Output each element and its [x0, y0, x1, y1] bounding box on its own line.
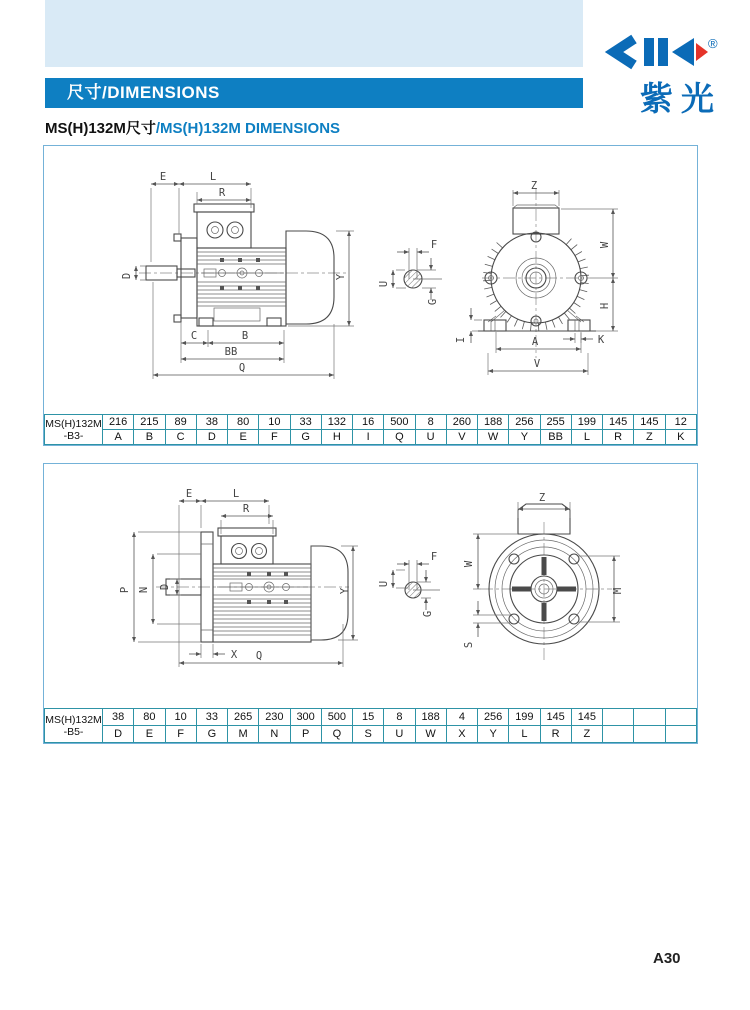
b5-table: [44, 708, 697, 743]
dim-label-n: N: [138, 586, 150, 594]
dim-label-v: V: [533, 358, 541, 370]
dim-label-c: C: [190, 330, 198, 342]
dim-letter-cell: N: [259, 726, 290, 743]
dim-label-a: A: [531, 336, 539, 348]
dim-letter-cell: Q: [321, 726, 352, 743]
dim-letter-cell: M: [228, 726, 259, 743]
b3-shaft-detail: [378, 239, 442, 305]
dim-letter-cell: L: [571, 430, 602, 445]
dim-letter-cell: [665, 726, 697, 743]
dim-letter-cell: R: [603, 430, 634, 445]
dim-value-cell: 500: [321, 709, 352, 726]
dim-label-h: H: [599, 302, 611, 310]
dim-letter-cell: Q: [384, 430, 415, 445]
b3-side-view: [139, 204, 346, 326]
dim-value-cell: 500: [384, 415, 415, 430]
subtitle-english: /MS(H)132M DIMENSIONS: [155, 120, 341, 137]
dim-letter-cell: I: [353, 430, 384, 445]
dim-value-cell: 10: [165, 709, 196, 726]
dim-label-y: Y: [335, 273, 347, 281]
dim-value-cell: 230: [259, 709, 290, 726]
brand-chinese: 紫光: [640, 80, 722, 116]
b3-technical-drawing: [44, 146, 697, 409]
dim-value-cell: 145: [634, 415, 665, 430]
top-banner: [45, 0, 583, 67]
dim-letter-cell: F: [259, 430, 290, 445]
dim-value-cell: 300: [290, 709, 321, 726]
dim-letter-cell: K: [665, 430, 697, 445]
dim-letter-cell: A: [103, 430, 134, 445]
dim-label-x: X: [230, 649, 238, 661]
dim-letter-cell: D: [103, 726, 134, 743]
dim-value-cell: 256: [509, 415, 540, 430]
dim-label-p: P: [119, 586, 131, 594]
dim-letter-cell: U: [384, 726, 415, 743]
dim-value-cell: 8: [384, 709, 415, 726]
dim-label-b: B: [241, 330, 249, 342]
dim-label-q: Q: [255, 650, 263, 662]
dim-letter-cell: Z: [634, 430, 665, 445]
dim-value-cell: 89: [165, 415, 196, 430]
dim-letter-cell: H: [321, 430, 352, 445]
dim-letter-cell: BB: [540, 430, 571, 445]
dim-letter-cell: W: [415, 726, 446, 743]
dim-label-k: K: [597, 334, 605, 346]
dim-label-d: D: [121, 272, 133, 280]
dim-label-u: U: [378, 280, 390, 288]
dim-value-cell: 33: [290, 415, 321, 430]
dim-value-cell: 132: [321, 415, 352, 430]
dim-value-cell: 33: [196, 709, 227, 726]
dim-letter-cell: L: [509, 726, 540, 743]
dim-letter-cell: V: [446, 430, 477, 445]
dim-value-cell: 10: [259, 415, 290, 430]
b5-figure-box: [43, 463, 698, 744]
dim-value-cell: 265: [228, 709, 259, 726]
dim-value-cell: 216: [103, 415, 134, 430]
dim-value-cell: 256: [478, 709, 509, 726]
dim-value-cell: 80: [228, 415, 259, 430]
table-model-cell: MS(H)132M -B5-: [45, 709, 103, 743]
dim-label-i: I: [455, 336, 467, 344]
dim-label-y: Y: [339, 587, 351, 595]
dim-letter-cell: Z: [571, 726, 602, 743]
dim-value-cell: 199: [509, 709, 540, 726]
dim-label-z: Z: [538, 492, 546, 504]
section-title-bar: [45, 78, 583, 108]
dim-letter-cell: X: [446, 726, 477, 743]
dim-label-f: F: [430, 239, 438, 251]
dim-label-r: R: [242, 503, 250, 515]
dim-letter-cell: B: [134, 430, 165, 445]
dim-value-cell: 145: [603, 415, 634, 430]
dim-letter-cell: C: [165, 430, 196, 445]
b3-table: [44, 414, 697, 445]
dim-value-cell: 145: [571, 709, 602, 726]
table-model-cell: MS(H)132M -B3-: [45, 415, 103, 445]
dim-value-cell: 199: [571, 415, 602, 430]
dim-value-cell: [634, 709, 665, 726]
b3-front-dimensions: [455, 180, 618, 375]
dim-letter-cell: P: [290, 726, 321, 743]
dim-letter-cell: [603, 726, 634, 743]
dim-label-u: U: [378, 580, 390, 588]
dim-value-cell: 38: [103, 709, 134, 726]
dim-label-m: M: [612, 587, 624, 595]
dim-letter-cell: Y: [509, 430, 540, 445]
dim-value-cell: 260: [446, 415, 477, 430]
dim-letter-cell: D: [196, 430, 227, 445]
dim-label-g: G: [427, 298, 439, 306]
dim-letter-cell: F: [165, 726, 196, 743]
subtitle-chinese: MS(H)132M尺寸: [45, 120, 156, 137]
dim-letter-cell: S: [353, 726, 384, 743]
dim-letter-cell: G: [196, 726, 227, 743]
dim-label-w: W: [599, 241, 611, 249]
page-number: A30: [653, 950, 681, 967]
dim-letter-cell: G: [290, 430, 321, 445]
dim-value-cell: 15: [353, 709, 384, 726]
dim-label-f: F: [430, 551, 438, 563]
logo-red-accent: [696, 43, 708, 61]
dim-value-cell: [603, 709, 634, 726]
dim-label-q: Q: [238, 362, 246, 374]
dim-label-l: L: [232, 488, 240, 500]
dim-letter-cell: R: [540, 726, 571, 743]
zik-logo-mark: [614, 38, 708, 66]
b3-figure-box: [43, 145, 698, 446]
b5-side-view: [156, 528, 349, 642]
dim-value-cell: 215: [134, 415, 165, 430]
company-logo: [600, 34, 740, 116]
dim-value-cell: 8: [415, 415, 446, 430]
page-subtitle: [45, 117, 340, 138]
dim-value-cell: 4: [446, 709, 477, 726]
dim-letter-cell: [634, 726, 665, 743]
dim-label-s: S: [463, 641, 475, 649]
b5-shaft-detail: [378, 551, 440, 617]
dim-label-e: E: [159, 171, 167, 183]
dim-letter-cell: E: [134, 726, 165, 743]
dim-label-g: G: [422, 610, 434, 618]
dim-value-cell: 16: [353, 415, 384, 430]
b5-technical-drawing: [44, 464, 697, 703]
dim-value-cell: 188: [478, 415, 509, 430]
section-title: 尺寸/DIMENSIONS: [67, 83, 220, 102]
dim-value-cell: 80: [134, 709, 165, 726]
dim-letter-cell: U: [415, 430, 446, 445]
dim-label-l: L: [209, 171, 217, 183]
dim-value-cell: 12: [665, 415, 697, 430]
dim-label-w: W: [463, 560, 475, 568]
dim-value-cell: 145: [540, 709, 571, 726]
dim-label-d: D: [159, 583, 171, 591]
dim-value-cell: 188: [415, 709, 446, 726]
dim-label-r: R: [218, 187, 226, 199]
dim-label-bb: BB: [224, 346, 238, 358]
registered-mark: ®: [708, 36, 718, 51]
dim-value-cell: 38: [196, 415, 227, 430]
dim-label-e: E: [185, 488, 193, 500]
dim-letter-cell: Y: [478, 726, 509, 743]
dim-value-cell: 255: [540, 415, 571, 430]
dim-letter-cell: W: [478, 430, 509, 445]
b5-front-view: [481, 504, 612, 660]
dim-label-z: Z: [530, 180, 538, 192]
dim-value-cell: [665, 709, 697, 726]
dim-letter-cell: E: [228, 430, 259, 445]
